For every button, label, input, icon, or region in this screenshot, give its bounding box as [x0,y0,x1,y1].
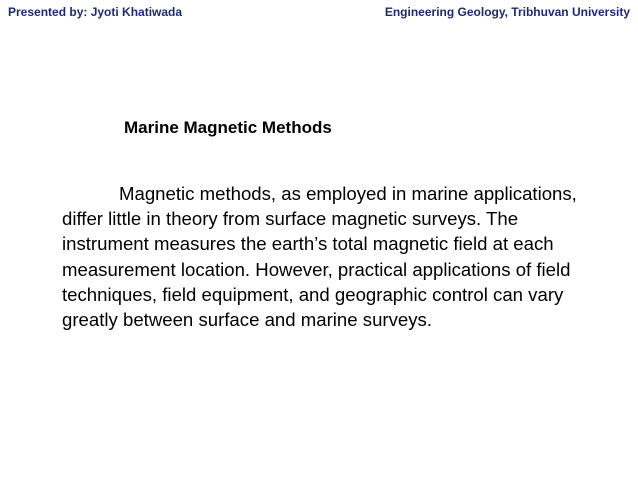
slide-header [0,2,638,24]
affiliation-label: Engineering Geology, Tribhuvan University [384,5,630,19]
presenter-label: Presented by: Jyoti Khatiwada [8,5,183,19]
slide-body-text: Magnetic methods, as employed in marine applications, differ little in theory from surface magnetic surveys. The instrument measures the earth’s total magnetic field at each measurement location. However, practical applications of field techniques, field equipment, and geographic control can vary greatly between surface and marine surveys. [62,183,577,331]
slide-title: Marine Magnetic Methods [124,118,332,137]
